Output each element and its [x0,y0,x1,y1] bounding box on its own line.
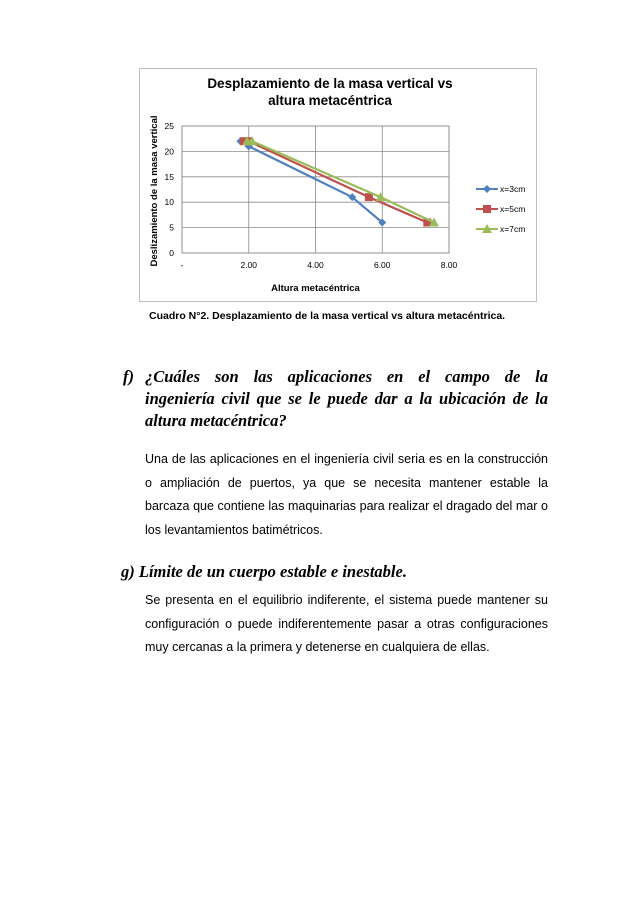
chart-title-line2: altura metacéntrica [268,93,392,108]
y-tick-label: 10 [164,197,174,208]
y-axis-label: Deslizamiento de la masa vertical [149,115,160,267]
section-g-label: g) [121,562,135,581]
chart-title-line1: Desplazamiento de la masa vertical vs [207,76,453,91]
x-tick-label: 6.00 [373,260,391,270]
section-g-title: Límite de un cuerpo estable e inestable. [138,562,407,581]
chart-svg [140,69,536,301]
chart-container [139,68,537,302]
y-tick-label: 25 [164,121,174,131]
y-tick-label: 20 [164,146,174,157]
section-g-heading [121,562,407,582]
section-f-question-line1: ¿Cuáles son las aplicaciones en el campo de la [145,367,548,386]
series-line-2 [244,141,428,222]
section-f-question-line3: altura metacéntrica? [145,411,287,430]
section-g-answer: Se presenta en el equilibrio indiferente, el sistema puede mantener su configuración o puede indiferentemente pasar a otras configuraciones muy cercanas a la primera y detenerse en cualquiera de ellas. [145,593,548,654]
series-line-1 [240,141,382,222]
section-f-label: f) [123,367,134,386]
legend-label-3: x=7cm [500,224,526,234]
y-tick-label: 0 [169,248,174,258]
y-tick-label: 5 [169,222,174,233]
y-tick-label: 15 [164,171,174,182]
x-tick-label: - [180,260,184,270]
section-f-question [123,366,548,432]
legend-marker-1 [483,185,491,193]
x-tick-label: 2.00 [240,260,258,270]
x-axis-label: Altura metacéntrica [271,283,360,294]
section-f-answer: Una de las aplicaciones en el ingeniería civil seria es en la construcción o ampliación de puertos, ya que se necesita mantener estable la barcaza que contiene las maquinarias para realizar el dragado del mar o los levantamientos batimétricos. [145,452,548,537]
legend-marker-2 [483,205,491,213]
legend-label-1: x=3cm [500,184,526,194]
legend-label-2: x=5cm [500,204,526,214]
figure-caption: Cuadro N°2. Desplazamiento de la masa vertical vs altura metacéntrica. [149,310,506,322]
x-tick-label: 8.00 [440,260,458,270]
section-f-question-line2: ingeniería civil que se le puede dar a la ubicación de la [145,389,548,408]
x-tick-label: 4.00 [307,260,324,270]
